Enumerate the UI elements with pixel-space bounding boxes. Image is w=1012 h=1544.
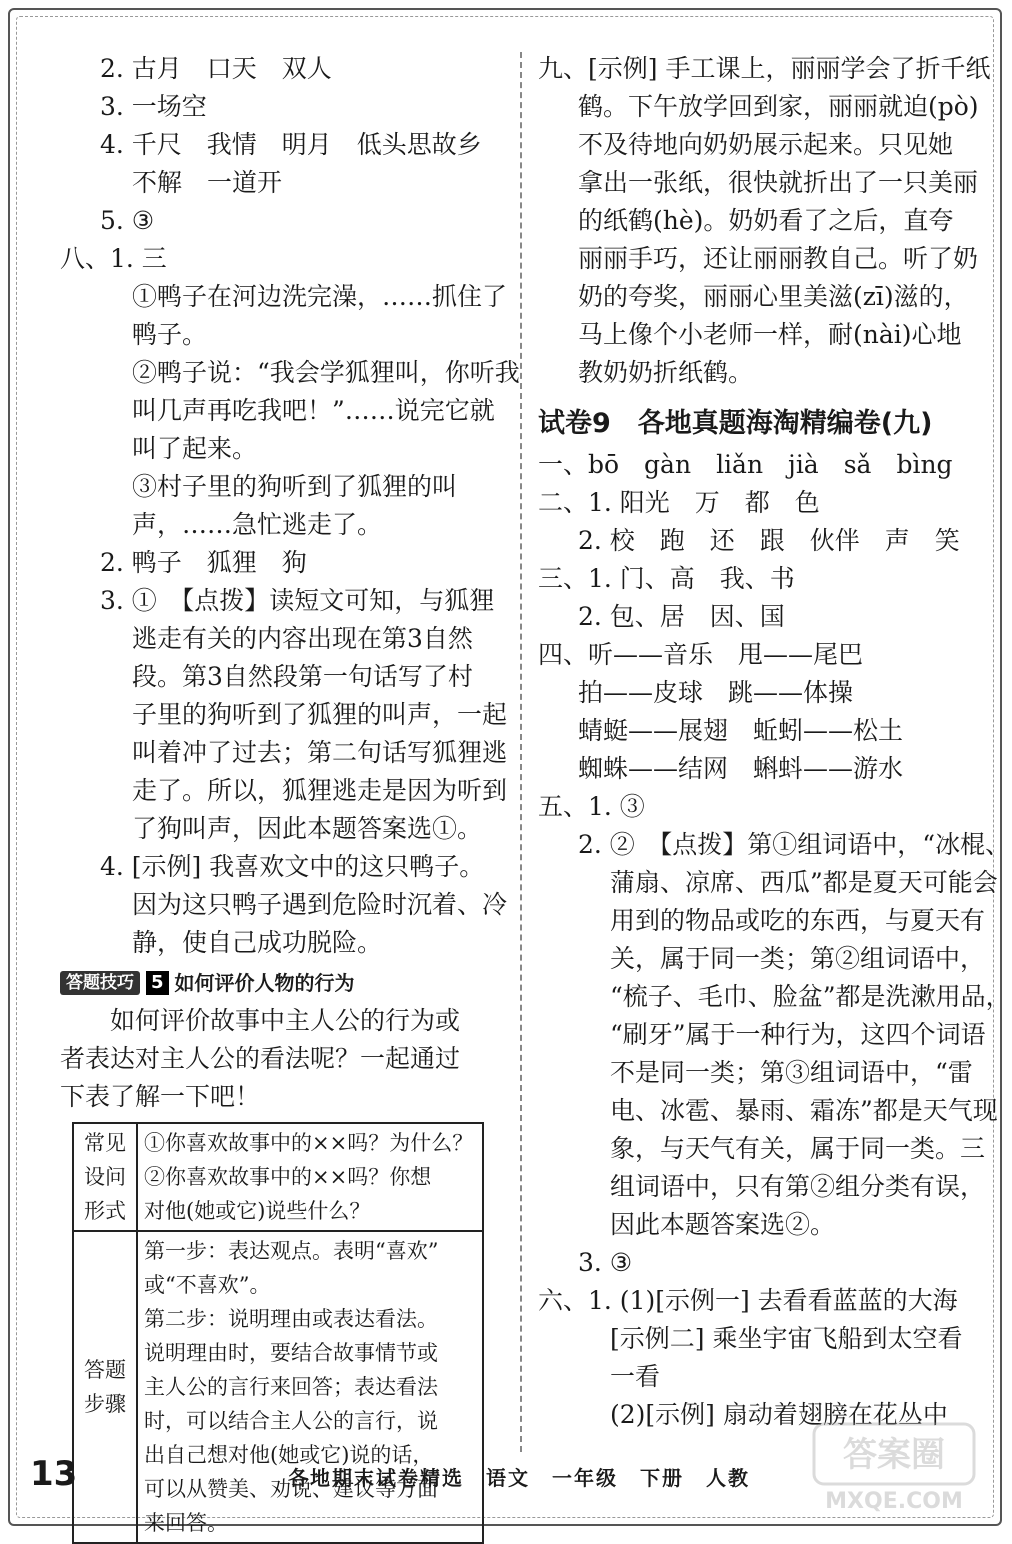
tip-row-line: 主人公的言行来回答；表达看法	[144, 1375, 438, 1399]
answer-line: 2. 校 跑 还 跟 伙伴 声 笑	[578, 526, 960, 555]
tip-row	[73, 1123, 483, 1231]
tip-number: 5	[146, 971, 169, 995]
answer-line: 用到的物品或吃的东西，与夏天有	[610, 906, 986, 935]
answer-line: 因为这只鸭子遇到危险时沉着、冷	[132, 890, 508, 919]
tip-row-line: 说明理由时，要结合故事情节或	[144, 1341, 438, 1365]
answer-line: 2. ② 【点拨】第①组词语中，“冰棍、	[578, 830, 1011, 859]
answer-line: 逃走有关的内容出现在第3自然	[132, 624, 473, 653]
tip-row-head: 答题步骤	[73, 1231, 137, 1543]
right-answer-lines-bottom	[538, 446, 1011, 1434]
answer-line: 不及待地向奶奶展示起来。只见她	[578, 130, 954, 159]
answer-line: 五、1. ③	[538, 792, 645, 821]
answer-line: 声，……急忙逃走了。	[132, 510, 383, 539]
tip-row-line: 来回答。	[144, 1511, 228, 1535]
right-answer-lines-top	[538, 50, 991, 392]
answer-line: 2. 包、居 因、国	[578, 602, 785, 631]
answer-line: 因此本题答案选②。	[610, 1210, 836, 1239]
tip-row-line: 对他(她或它)说些什么？	[144, 1199, 371, 1223]
answer-line: 关，属于同一类；第②组词语中，	[610, 944, 986, 973]
tip-row-line: 第二步：说明理由或表达看法。	[144, 1307, 438, 1331]
answer-line: 叫着冲了过去；第二句话写狐狸逃	[132, 738, 508, 767]
answer-line: ①鸭子在河边洗完澡，……抓住了	[132, 282, 508, 311]
watermark-logo	[810, 1418, 980, 1518]
answer-line: “梳子、毛巾、脸盆”都是洗漱用品，	[610, 982, 1011, 1011]
answer-line: 4. 千尺 我情 明月 低头思故乡	[100, 130, 482, 159]
left-answer-lines	[60, 50, 520, 962]
answer-line: 2. 鸭子 狐狸 狗	[100, 548, 307, 577]
answer-line: 3. 一场空	[100, 92, 207, 121]
answer-line: 拍——皮球 跳——体操	[578, 678, 854, 707]
answer-line: 3. ① 【点拨】读短文可知，与狐狸	[100, 586, 495, 615]
footer-text: 各地期末试卷精选 语文 一年级 下册 人教	[288, 1466, 750, 1490]
page-number: 13	[30, 1454, 78, 1494]
answer-line: 三、1. 门、高 我、书	[538, 564, 795, 593]
answer-line: 的纸鹤(hè)。奶奶看了之后，直夸	[578, 206, 954, 235]
answer-line: 蜘蛛——结网 蝌蚪——游水	[578, 754, 904, 783]
answer-line: 拿出一张纸，很快就折出了一只美丽	[578, 168, 979, 197]
answer-line: “刷牙”属于一种行为，这四个词语	[610, 1020, 986, 1049]
answer-line: 一看	[610, 1362, 661, 1391]
answer-line: 鸭子。	[132, 320, 208, 349]
tip-row-line: ①你喜欢故事中的××吗？为什么？	[144, 1131, 474, 1155]
answer-line: 蜻蜓——展翅 蚯蚓——松土	[578, 716, 904, 745]
answer-line: 蒲扇、凉席、西瓜”都是夏天可能会	[610, 868, 998, 897]
answer-line: 电、冰雹、暴雨、霜冻”都是天气现	[610, 1096, 998, 1125]
answer-line: 叫几声再吃我吧！”……说完它就	[132, 396, 495, 425]
answer-line: 不解 一道开	[132, 168, 283, 197]
answer-line: (2)[示例] 扇动着翅膀在花丛中	[610, 1400, 948, 1429]
answer-line: 四、听——音乐 甩——尾巴	[538, 640, 864, 669]
answer-line: ③村子里的狗听到了狐狸的叫	[132, 472, 458, 501]
tip-row-line: ②你喜欢故事中的××吗？你想	[144, 1165, 432, 1189]
answer-line: 4. [示例] 我喜欢文中的这只鸭子。	[100, 852, 485, 881]
answer-line: 静，使自己成功脱险。	[132, 928, 383, 957]
tip-intro	[60, 1002, 508, 1116]
tip-intro-line: 者表达对主人公的看法呢？一起通过	[60, 1044, 461, 1073]
answer-line: 段。第3自然段第一句话写了村	[132, 662, 473, 691]
tip-row-head: 常见设问形式	[73, 1123, 137, 1231]
answer-line: 九、[示例] 手工课上，丽丽学会了折千纸	[538, 54, 991, 83]
answer-line: ②鸭子说：“我会学狐狸叫，你听我	[132, 358, 520, 387]
tip-row-line: 时，可以结合主人公的言行，说	[144, 1409, 438, 1433]
tip-row-line: 或“不喜欢”。	[144, 1273, 271, 1297]
answer-line: 2. 古月 口天 双人	[100, 54, 332, 83]
answer-line: [示例二] 乘坐宇宙飞船到太空看	[610, 1324, 963, 1353]
answer-line: 奶的夸奖，丽丽心里美滋(zī)滋的，	[578, 282, 969, 311]
svg-text:答案圈: 答案圈	[843, 1435, 945, 1475]
answer-line: 3. ③	[578, 1248, 633, 1277]
tip-row-line: 可以从赞美、劝说、建议等方面	[144, 1477, 438, 1501]
answer-line: 八、1. 三	[60, 244, 167, 273]
tip-row-line: 出自己想对他(她或它)说的话，	[144, 1443, 434, 1467]
answer-line: 象，与天气有关，属于同一类。三	[610, 1134, 986, 1163]
right-column	[538, 50, 1011, 1434]
column-divider	[520, 52, 522, 1452]
answer-line: 二、1. 阳光 万 都 色	[538, 488, 820, 517]
answer-line: 马上像个小老师一样，耐(nài)心地	[578, 320, 962, 349]
answer-line: 鹤。下午放学回到家，丽丽就迫(pò)	[578, 92, 979, 121]
tip-intro-line: 下表了解一下吧！	[60, 1082, 261, 1111]
tip-row-body	[137, 1123, 483, 1231]
answer-line: 一、bō gàn liǎn jià sǎ bìng	[538, 450, 953, 479]
answer-line: 组词语中，只有第②组分类有误，	[610, 1172, 986, 1201]
answer-line: 教奶奶折纸鹤。	[578, 358, 754, 387]
tip-intro-line: 如何评价故事中主人公的行为或	[60, 1006, 461, 1035]
answer-line: 子里的狗听到了狐狸的叫声，一起	[132, 700, 508, 729]
tip-title: 如何评价人物的行为	[174, 971, 355, 995]
section-title: 试卷9 各地真题海淘精编卷(九)	[538, 408, 933, 439]
svg-text:MXQE.COM: MXQE.COM	[825, 1489, 963, 1514]
tip-header	[60, 968, 508, 998]
tip-badge: 答题技巧	[60, 971, 140, 995]
answer-line: 丽丽手巧，还让丽丽教自己。听了奶	[578, 244, 979, 273]
answer-line: 了狗叫声，因此本题答案选①。	[132, 814, 483, 843]
answer-line: 叫了起来。	[132, 434, 258, 463]
answer-line: 六、1. (1)[示例一] 去看看蓝蓝的大海	[538, 1286, 958, 1315]
answer-line: 不是同一类；第③组词语中，“雷	[610, 1058, 973, 1087]
answer-line: 走了。所以，狐狸逃走是因为听到	[132, 776, 508, 805]
answer-line: 5. ③	[100, 206, 155, 235]
tip-row-line: 第一步：表达观点。表明“喜欢”	[144, 1239, 439, 1263]
